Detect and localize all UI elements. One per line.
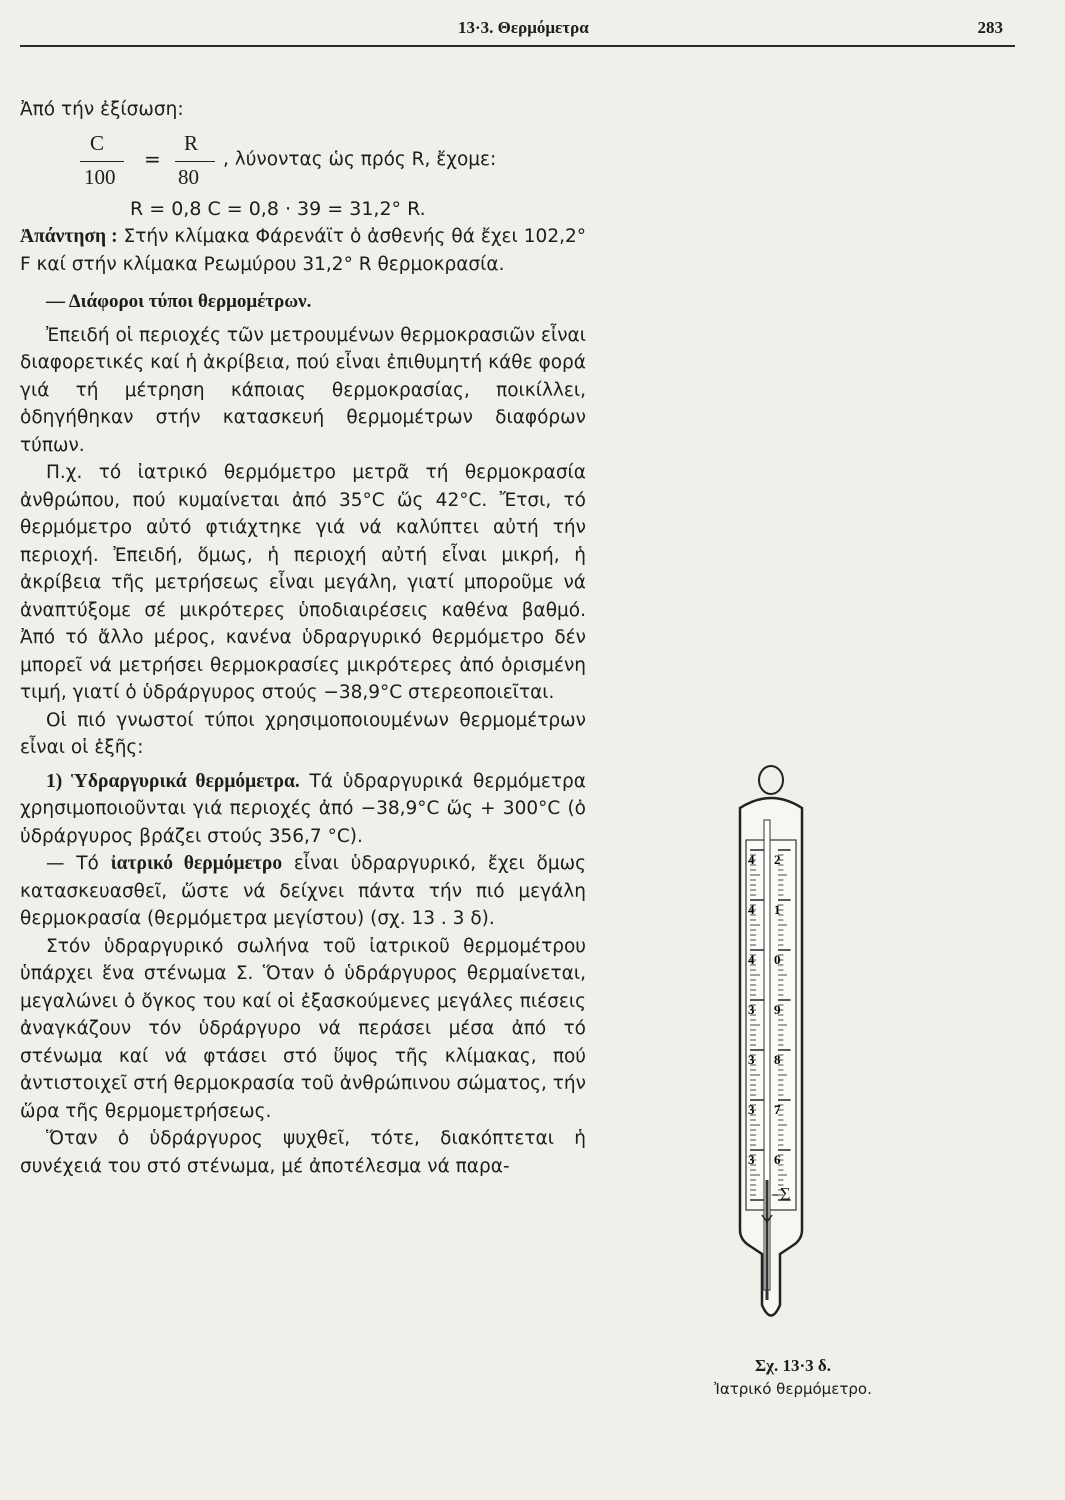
frac-equals: = xyxy=(144,146,161,171)
main-column xyxy=(20,96,586,1180)
paragraph-3: Οἱ πιό γνωστοί τύποι χρησιμοποιουμένων θερμομέτρων εἶναι οἱ ἑξῆς: xyxy=(20,709,586,758)
paragraph-6: Στόν ὑδραργυρικό σωλήνα τοῦ ἰατρικοῦ θερμομέτρου ὑπάρχει ἕνα στένωμα Σ. Ὅταν ὁ ὑδράργυρος θερμαίνεται, μεγαλώνει ὁ ὄγκος του καί οἱ ἐξασκούμενες μεγάλες πιέσεις ἀναγκάζουν τόν ὑδράργυρο νά περάσει μέσα ἀπό τό στένωμα καί νά φτάσει στό ὕψος τῆς κλίμακας, πού ἀντιστοιχεῖ στή θερμοκρασία τοῦ ἀνθρώπινου σώματος, τήν ὥρα τῆς θερμομετρήσεως. xyxy=(20,935,586,1122)
scale-label-right: 0 xyxy=(774,952,781,967)
thermometer-figure xyxy=(700,760,890,1340)
scale-label-left: 3 xyxy=(748,1152,755,1167)
scale-label-left: 4 xyxy=(748,852,755,867)
scale-label-left: 3 xyxy=(748,1052,755,1067)
intro-line: Ἀπό τήν ἐξίσωση: xyxy=(20,99,184,120)
frac-denominator-left: 100 xyxy=(84,164,116,189)
scale-label-left: 3 xyxy=(748,1102,755,1117)
scale-label-right: 8 xyxy=(774,1052,781,1067)
frac-numerator-left: C xyxy=(90,130,105,155)
scale-label-left: 3 xyxy=(748,1002,755,1017)
frac-denominator-right: 80 xyxy=(178,164,199,189)
constriction-label: Σ xyxy=(780,1184,791,1204)
frac-numerator-right: R xyxy=(184,130,199,155)
frac-tail-text: , λύνοντας ὡς πρός R, ἔχομε: xyxy=(223,148,497,170)
scale-label-left: 4 xyxy=(748,902,755,917)
scale-label-right: 9 xyxy=(774,1002,781,1017)
paragraph-7: Ὅταν ὁ ὑδράργυρος ψυχθεῖ, τότε, διακόπτεται ἡ συνέχειά του στό στένωμα, μέ ἀποτέλεσμα νά παρα- xyxy=(20,1128,586,1177)
mercury-column xyxy=(766,1180,769,1300)
answer-paragraph xyxy=(20,223,586,278)
fraction-equation xyxy=(20,130,586,192)
paragraph-2: Π.χ. τό ἰατρικό θερμόμετρο μετρᾶ τή θερμοκρασία ἀνθρώπου, πού κυμαίνεται ἀπό 35°C ὥς 42°C. Ἔτσι, τό θερμόμετρο αὐτό φτιάχτηκε γιά νά καλύπτει αὐτή τήν περιοχή. Ἐπειδή, ὅμως, ἡ περιοχή αὐτή εἶναι μικρή, ἡ ἀκρίβεια τῆς μετρήσεως εἶναι μεγάλη, γιατί μποροῦμε νά ἀναπτύξομε σέ μικρότερες ὑποδιαιρέσεις καθένα βαθμό. Ἀπό τό ἄλλο μέρος, κανένα ὑδραργυρικό θερμόμετρο δέν μπορεῖ νά μετρήσει θερμοκρασίες μικρότερες ἀπό ὁρισμένη τιμή, γιατί ὁ ὑδράργυρος στούς −38,9°C στερεοποιεῖται. xyxy=(20,462,586,703)
frac-bar-right xyxy=(175,161,215,162)
paragraph-5-pre: — Τό xyxy=(46,853,111,874)
section-heading: — Διάφοροι τύποι θερμομέτρων. xyxy=(46,291,312,312)
paragraph-5-text: εἶναι ὑδραργυρικό, ἔχει ὅμως κατασκευασθεῖ, ὥστε νά δείχνει πάντα τήν πιό μεγάλη θερμοκρασία (θερμόμετρα μεγίστου) (σχ. 13 . 3 δ). xyxy=(20,853,586,929)
scale-label-left: 4 xyxy=(748,952,755,967)
figure-caption-text: Ἰατρικό θερμόμετρο. xyxy=(714,1380,872,1398)
thermometer-top-loop xyxy=(759,766,783,794)
frac-bar-left xyxy=(80,161,124,162)
paragraph-1: Ἐπειδή οἱ περιοχές τῶν μετρουμένων θερμοκρασιῶν εἶναι διαφορετικές καί ἡ ἀκρίβεια, πού εἶναι ἐπιθυμητή κάθε φορά γιά τή μέτρηση κάποιας θερμοκρασίας, ποικίλλει, ὁδηγήθηκαν στήν κατασκευή θερμομέτρων διαφόρων τύπων. xyxy=(20,324,586,456)
answer-text: Στήν κλίμακα Φάρενάϊτ ὁ ἀσθενής θά ἔχει 102,2° F καί στήν κλίμακα Ρεωμύρου 31,2° R θερμοκρασία. xyxy=(20,226,586,275)
page-header xyxy=(20,14,1015,48)
scale-label-right: 1 xyxy=(774,902,781,917)
figure-caption-number: Σχ. 13·3 δ. xyxy=(755,1356,831,1375)
result-equation: R = 0,8 C = 0,8 · 39 = 31,2° R. xyxy=(130,197,426,220)
medical-thermometer-label: ἰατρικό θερμόμετρο xyxy=(110,853,283,874)
paragraph-4 xyxy=(20,768,586,851)
scale-label-right: 2 xyxy=(774,852,781,867)
answer-label: Ἀπάντηση : xyxy=(20,226,118,247)
scale-label-right: 7 xyxy=(774,1102,781,1117)
mercury-thermometers-label: 1) Ὑδραργυρικά θερμόμετρα. xyxy=(46,770,300,792)
thermometer-drawing xyxy=(700,760,890,1340)
running-title: 13·3. Θερμόμετρα xyxy=(458,18,589,37)
page-number: 283 xyxy=(977,18,1003,37)
paragraph-5 xyxy=(20,850,586,933)
paragraph-4-text: Τά ὑδραργυρικά θερμόμετρα χρησιμοποιοῦνται γιά περιοχές ἀπό −38,9°C ὥς + 300°C (ὁ ὑδράργυρος βράζει στούς 356,7 °C). xyxy=(20,770,586,847)
scale-label-right: 6 xyxy=(774,1152,781,1167)
header-rule xyxy=(20,45,1015,47)
